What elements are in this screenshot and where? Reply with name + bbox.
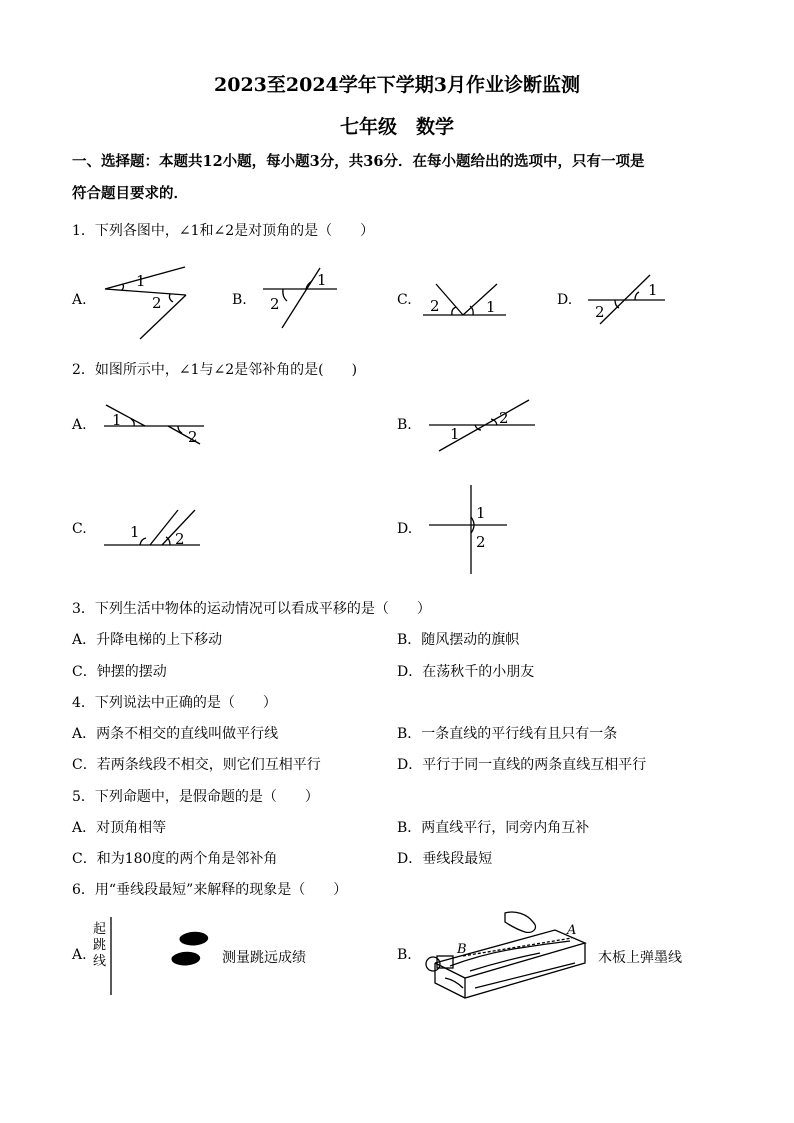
q3-option-d: D．在荡秋千的小朋友	[397, 664, 535, 680]
q2a-angle-2: 2	[188, 428, 198, 446]
q1-figure-a	[100, 255, 200, 345]
q1d-angle-1: 1	[648, 281, 658, 299]
hand-icon	[505, 912, 535, 932]
q6-figure-a	[108, 915, 218, 997]
q4-option-c: C．若两条线段不相交，则它们互相平行	[72, 757, 321, 773]
question-2-stem: 2．如图所示中，∠1与∠2是邻补角的是( )	[72, 362, 358, 378]
q6a-caption: 测量跳远成绩	[222, 950, 306, 966]
section-instruction-line2: 符合题目要求的．	[72, 185, 188, 202]
q6-option-b-label: B.	[397, 947, 412, 963]
q2c-angle-1: 1	[130, 523, 140, 541]
q4-option-d: D．平行于同一直线的两条直线互相平行	[397, 757, 647, 773]
q2b-angle-1: 1	[450, 425, 460, 443]
footprint-icon	[179, 932, 208, 946]
q6-option-a-label: A.	[72, 947, 87, 963]
q1-figure-b	[260, 265, 350, 335]
q1d-angle-2: 2	[595, 303, 605, 321]
q6b-point-a: A	[567, 923, 577, 938]
q2-option-d-label: D.	[397, 521, 413, 537]
q2b-angle-2: 2	[499, 409, 509, 427]
q1a-angle-2: 2	[152, 294, 162, 312]
q6a-jump-line-label: 起跳线	[93, 922, 107, 969]
question-3-stem: 3．下列生活中物体的运动情况可以看成平移的是（ ）	[72, 601, 431, 617]
q1-figure-c	[420, 280, 515, 320]
q1-figure-d	[585, 272, 675, 327]
q5-option-c: C．和为180度的两个角是邻补角	[72, 851, 278, 867]
page-subtitle: 七年级 数学	[339, 116, 454, 138]
q5-option-b: B．两直线平行，同旁内角互补	[397, 820, 590, 836]
question-5-stem: 5．下列命题中，是假命题的是（ ）	[72, 789, 319, 805]
page-title: 2023至2024学年下学期3月作业诊断监测	[214, 74, 580, 96]
q2a-angle-1: 1	[112, 411, 122, 429]
section-instruction-line1: 一、选择题：本题共12小题，每小题3分，共36分．在每小题给出的选项中，只有一项是	[72, 153, 645, 170]
q2-option-b-label: B.	[397, 417, 412, 433]
question-1-stem: 1．下列各图中，∠1和∠2是对顶角的是（ ）	[72, 223, 375, 239]
question-6-stem: 6．用“垂线段最短”来解释的现象是（ ）	[72, 882, 348, 898]
q1-option-b-label: B.	[232, 292, 247, 308]
q5-option-d: D．垂线段最短	[397, 851, 493, 867]
footprint-icon	[171, 952, 200, 966]
q1-option-a-label: A.	[72, 292, 87, 308]
q6b-point-b: B	[457, 942, 467, 957]
q2-figure-d	[425, 482, 515, 577]
q5-option-a: A．对顶角相等	[72, 820, 167, 836]
q2c-angle-2: 2	[175, 530, 185, 548]
q6b-caption: 木板上弹墨线	[598, 950, 682, 966]
q1c-angle-2: 2	[430, 297, 440, 315]
question-4-stem: 4．下列说法中正确的是（ ）	[72, 695, 277, 711]
q3-option-b: B．随风摆动的旗帜	[397, 632, 520, 648]
q4-option-b: B．一条直线的平行线有且只有一条	[397, 726, 618, 742]
q1-option-c-label: C.	[397, 292, 412, 308]
q2-figure-a	[100, 400, 210, 450]
q2d-angle-1: 1	[476, 504, 486, 522]
q1b-angle-1: 1	[317, 271, 327, 289]
q3-option-a: A．升降电梯的上下移动	[72, 632, 223, 648]
q1c-angle-1: 1	[486, 298, 496, 316]
q2-option-c-label: C.	[72, 521, 87, 537]
q3-option-c: C．钟摆的摆动	[72, 664, 167, 680]
q2-option-a-label: A.	[72, 417, 87, 433]
q1a-angle-1: 1	[136, 272, 146, 290]
q2-figure-c	[100, 505, 205, 550]
q2d-angle-2: 2	[476, 533, 486, 551]
q1-option-d-label: D.	[557, 292, 573, 308]
q4-option-a: A．两条不相交的直线叫做平行线	[72, 726, 279, 742]
q2-figure-b	[425, 395, 540, 455]
q1b-angle-2: 2	[270, 295, 280, 313]
q6-figure-b	[415, 908, 595, 1003]
